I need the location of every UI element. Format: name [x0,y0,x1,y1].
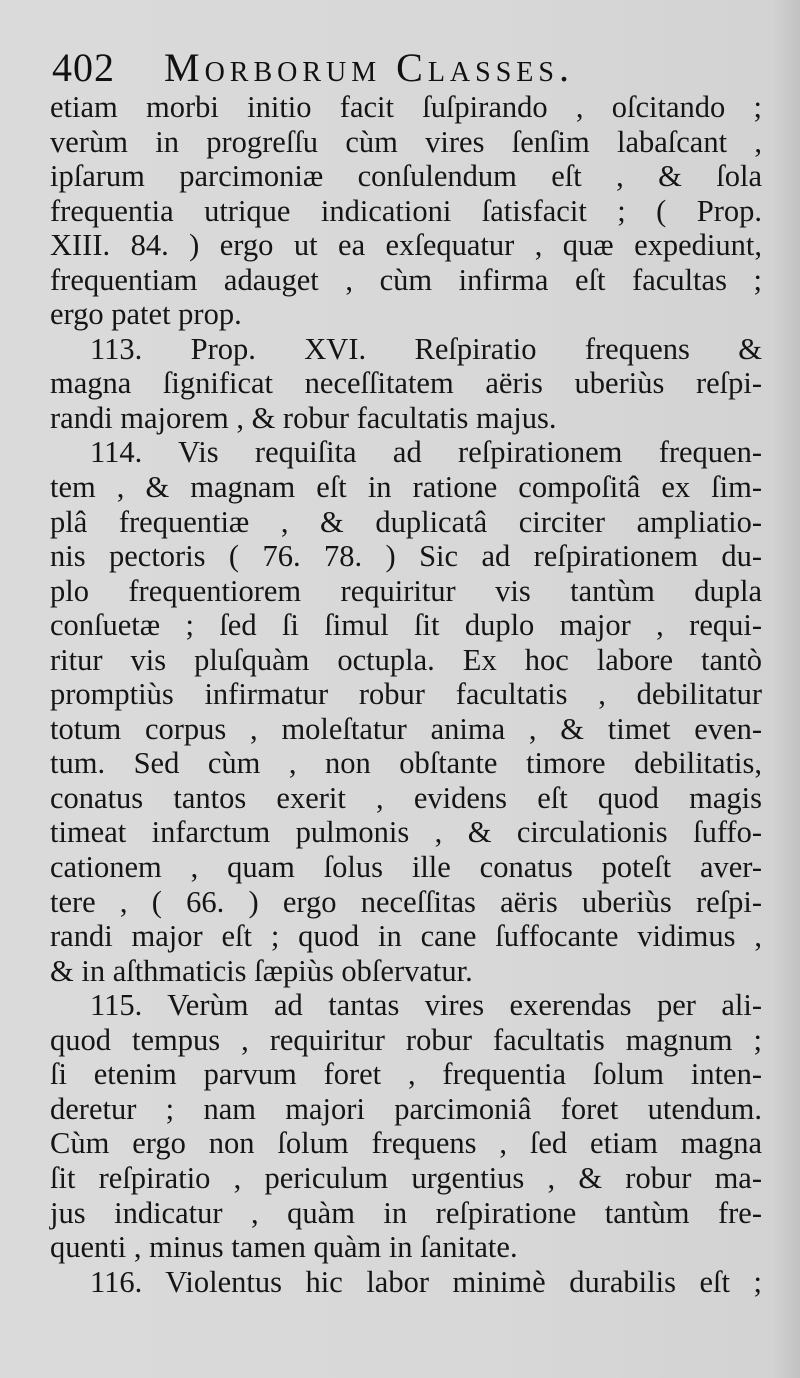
text-line: frequentiam adauget , cùm infirma eſt facultas ; [50,262,762,297]
text-line: magna ſignificat neceſſitatem aëris uberiùs reſpi- [50,366,762,401]
text-line: totum corpus , moleſtatur anima , & timet even- [50,711,762,746]
text-line: promptiùs infirmatur robur facultatis , debilitatur [50,677,762,712]
page-edge-shadow [772,0,800,1378]
text-line: 116. Violentus hic labor minimè durabilis eſt ; [90,1264,762,1299]
text-line: 115. Verùm ad tantas vires exerendas per ali- [90,988,762,1023]
text-line: XIII. 84. ) ergo ut ea exſequatur , quæ expediunt, [50,228,762,263]
page-header [52,38,772,94]
text-line: randi major eſt ; quod in cane ſuffocante vidimus , [50,919,762,954]
body-text [50,90,762,1299]
text-line: plâ frequentiæ , & duplicatâ circiter ampliatio- [50,504,762,539]
text-line: ergo patet prop. [50,297,242,332]
text-line: plo frequentiorem requiritur vis tantùm dupla [50,573,762,608]
text-line: ſit reſpiratio , periculum urgentius , & robur ma- [50,1160,762,1195]
text-line: 114. Vis requiſita ad reſpirationem frequen- [90,435,762,470]
text-line: ipſarum parcimoniæ conſulendum eſt , & ſola [50,159,762,194]
text-line: etiam morbi initio facit ſuſpirando , oſcitando ; [50,90,762,124]
text-line: tem , & magnam eſt in ratione compoſitâ ex ſim- [50,470,762,505]
text-line: ritur vis pluſquàm octupla. Ex hoc labore tantò [50,642,762,677]
text-line: timeat infarctum pulmonis , & circulationis ſuffo- [50,815,762,850]
text-line: randi majorem , & robur facultatis majus. [50,400,557,435]
text-line: conatus tantos exerit , evidens eſt quod magis [50,780,762,815]
text-line: & in aſthmaticis ſæpiùs obſervatur. [50,953,473,988]
text-line: quenti , minus tamen quàm in ſanitate. [50,1230,518,1265]
text-line: deretur ; nam majori parcimoniâ foret utendum. [50,1091,762,1126]
running-title: Morborum Classes. [164,45,574,90]
text-line: ſi etenim parvum foret , frequentia ſolum inten- [50,1057,762,1092]
text-line: 113. Prop. XVI. Reſpiratio frequens & [90,331,762,366]
text-line: tum. Sed cùm , non obſtante timore debilitatis, [50,746,762,781]
text-line: nis pectoris ( 76. 78. ) Sic ad reſpirationem du- [50,539,762,574]
text-line: conſuetæ ; ſed ſi ſimul ſit duplo major , requi- [50,608,762,643]
page-number: 402 [52,45,115,90]
text-line: Cùm ergo non ſolum frequens , ſed etiam magna [50,1126,762,1161]
text-line: cationem , quam ſolus ille conatus poteſt aver- [50,850,762,885]
text-line: jus indicatur , quàm in reſpiratione tantùm fre- [50,1195,762,1230]
text-line: quod tempus , requiritur robur facultatis magnum ; [50,1022,762,1057]
text-line: verùm in progreſſu cùm vires ſenſim labaſcant , [50,124,762,159]
text-line: tere , ( 66. ) ergo neceſſitas aëris uberiùs reſpi- [50,884,762,919]
text-line: frequentia utrique indicationi ſatisfacit ; ( Prop. [50,193,762,228]
